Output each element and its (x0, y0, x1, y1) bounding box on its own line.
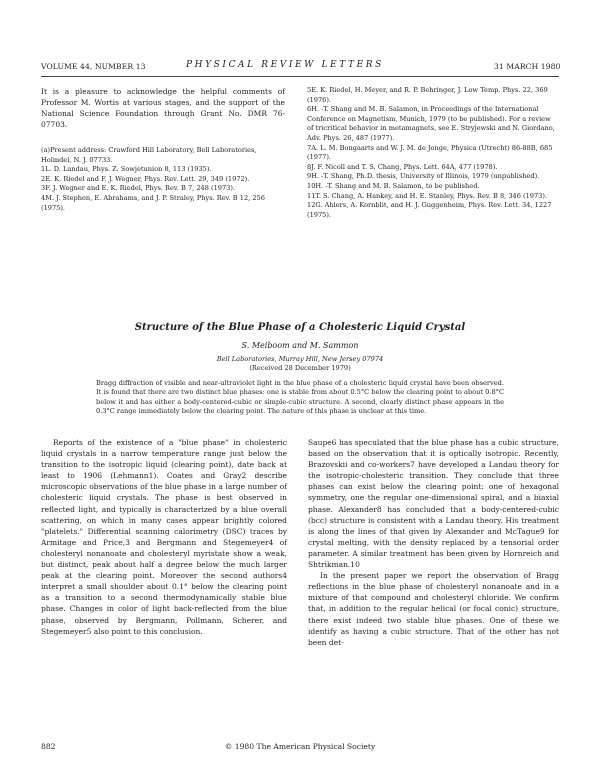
page-number: 882 (41, 742, 56, 751)
reference-item: 3F. J. Wegner and E. K. Riedel, Phys. Rev. B 7, 248 (1973). (41, 184, 236, 193)
article-abstract: Bragg diffraction of visible and near-ultraviolet light in the blue phase of a cholesteric liquid crystal have been observed. It is found that there are two distinct blue phases: one is stable from about 0.5°C below the clearing point to about 0.8°C below it and has either a body-centered-cubic or simple-cubic structure. A second, clearly distinct phase appears in the 0.3°C range immediately below the clearing point. The nature of this phase is unclear at this time. (96, 379, 504, 416)
header-rule (41, 76, 559, 77)
reference-item: 10H. -T. Shang and M. B. Salamon, to be published. (307, 181, 480, 190)
reference-item: 4M. J. Stephen, E. Abrahams, and J. P. Straley, Phys. Rev. B 12, 256 (1975). (41, 193, 265, 212)
reference-item: 12G. Ahlers, A. Kornblit, and H. J. Guggenheim, Phys. Rev. Lett. 34, 1227 (1975). (307, 201, 552, 219)
left-reference-list (41, 146, 285, 213)
article-affiliation: Bell Laboratories, Murray Hill, New Jersey 07974 (216, 355, 384, 363)
body-right-column (308, 437, 559, 648)
reference-item: (a)Present address: Crawford Hill Laboratory, Bell Laboratories, Holmdel, N. J. 07733. (41, 146, 257, 164)
article-title: Structure of the Blue Phase of a Cholesteric Liquid Crystal (134, 322, 466, 333)
copyright-notice: © 1980 The American Physical Society (224, 742, 376, 751)
volume-number: VOLUME 44, NUMBER 13 (41, 62, 146, 71)
body-left-column: Reports of the existence of a "blue phase" in cholesteric liquid crystals in a narrow temperature range just below the transition to the isotropic liquid (clearing point), date back at least to 1906 (Lehmann1). Coates and Gray2 describe microscopic observations of the blue phase in a large number of cholesteric liquid crystals. The phase is best observed in reflected light, and typically is characterized by a blue overall scattering, on which in many cases appear brightly colored "platelets." Differential scanning calorimetry (DSC) traces by Armitage and Price,3 and Bergmann and Stegemeyer4 of cholesteryl nonanoate and cholesteryl myristate show a weak, but distinct, peak about half a degree below the much larger peak at the clearing point. Moreover the second authors4 interpret a small shoulder about 0.1° below the clearing point as a transition to a second thermodynamically stable blue phase. Changes in color of light back-reflected from the blue phase, observed by Bergmann, Pollmann, Scherer, and Stegemeyer5 also point to this conclusion. (41, 438, 287, 636)
reference-item: 6H. -T. Shang and M. B. Salamon, in Proceedings of the International Conference on Magnetism, Munich, 1979 (to be published). For a review of tricritical behavior in metamagnets, see E. Stryjewski and N. Giordano, Adv. Phys. 26, 487 (1977). (307, 105, 555, 142)
reference-item: 2E. K. Riedel and F. J. Wegner, Phys. Rev. Lett. 29, 349 (1972). (41, 174, 250, 183)
reference-item: 9H. -T. Shang, Ph.D. thesis, University of Illinois, 1979 (unpublished). (307, 172, 540, 181)
acknowledgment-text: It is a pleasure to acknowledge the helpful comments of Professor M. Wortis at various stages, and the support of the National Science Foundation through Grant No. DMR 76-07703. (41, 87, 285, 130)
body-paragraph-2: In the present paper we report the observation of Bragg reflections in the blue phase of cholesteryl nonanoate and in a mixture of that compound and cholesteryl chloride. We confirm that, in addition to the regular helical (or focal conic) structure, there exist indeed two stable blue phases. One of these we identify as having a cubic structure. That of the other has not been det- (308, 571, 559, 647)
reference-item: 5E. K. Riedel, H. Meyer, and R. P. Behringer, J. Low Temp. Phys. 22, 369 (1976). (307, 86, 548, 104)
body-paragraph-1: Saupe6 has speculated that the blue phase has a cubic structure, based on the observation that it is optically isotropic. Recently, Brazovskii and co-workers7 have developed a Landau theory for the isotropic-cholesteric transition. They conclude that three phases can exist below the clearing point: one of hexagonal symmetry, one the regular one-dimensional spiral, and a biaxial phase. Alexander8 has concluded that a body-centered-cubic (bcc) structure is consistent with a Landau theory. His treatment is along the lines of that given by Alexander and McTague9 for crystal melting, with the density replaced by a tensorial order parameter. A similar treatment has been given by Hornreich and Shtrikman.10 (308, 438, 559, 570)
reference-item: 1L. D. Landau, Phys. Z. Sowjetunion 8, 113 (1935). (41, 165, 212, 174)
journal-name: PHYSICAL REVIEW LETTERS (186, 60, 384, 70)
article-authors: S. Meiboom and M. Sammon (241, 341, 359, 350)
issue-date: 31 MARCH 1980 (494, 62, 561, 71)
reference-item: 7A. L. M. Bongaarts and W. J. M. de Jonge, Physica (Utrecht) 86-88B, 685 (1977). (307, 143, 553, 162)
received-date: (Received 28 December 1979) (249, 364, 351, 372)
reference-item: 8J. F. Nicoll and T. S. Chang, Phys. Lett. 64A, 477 (1978). (307, 162, 498, 171)
right-reference-list (307, 86, 559, 220)
reference-item: 11T. S. Chang, A. Hankey, and H. E. Stanley, Phys. Rev. B 8, 346 (1973). (307, 191, 548, 200)
